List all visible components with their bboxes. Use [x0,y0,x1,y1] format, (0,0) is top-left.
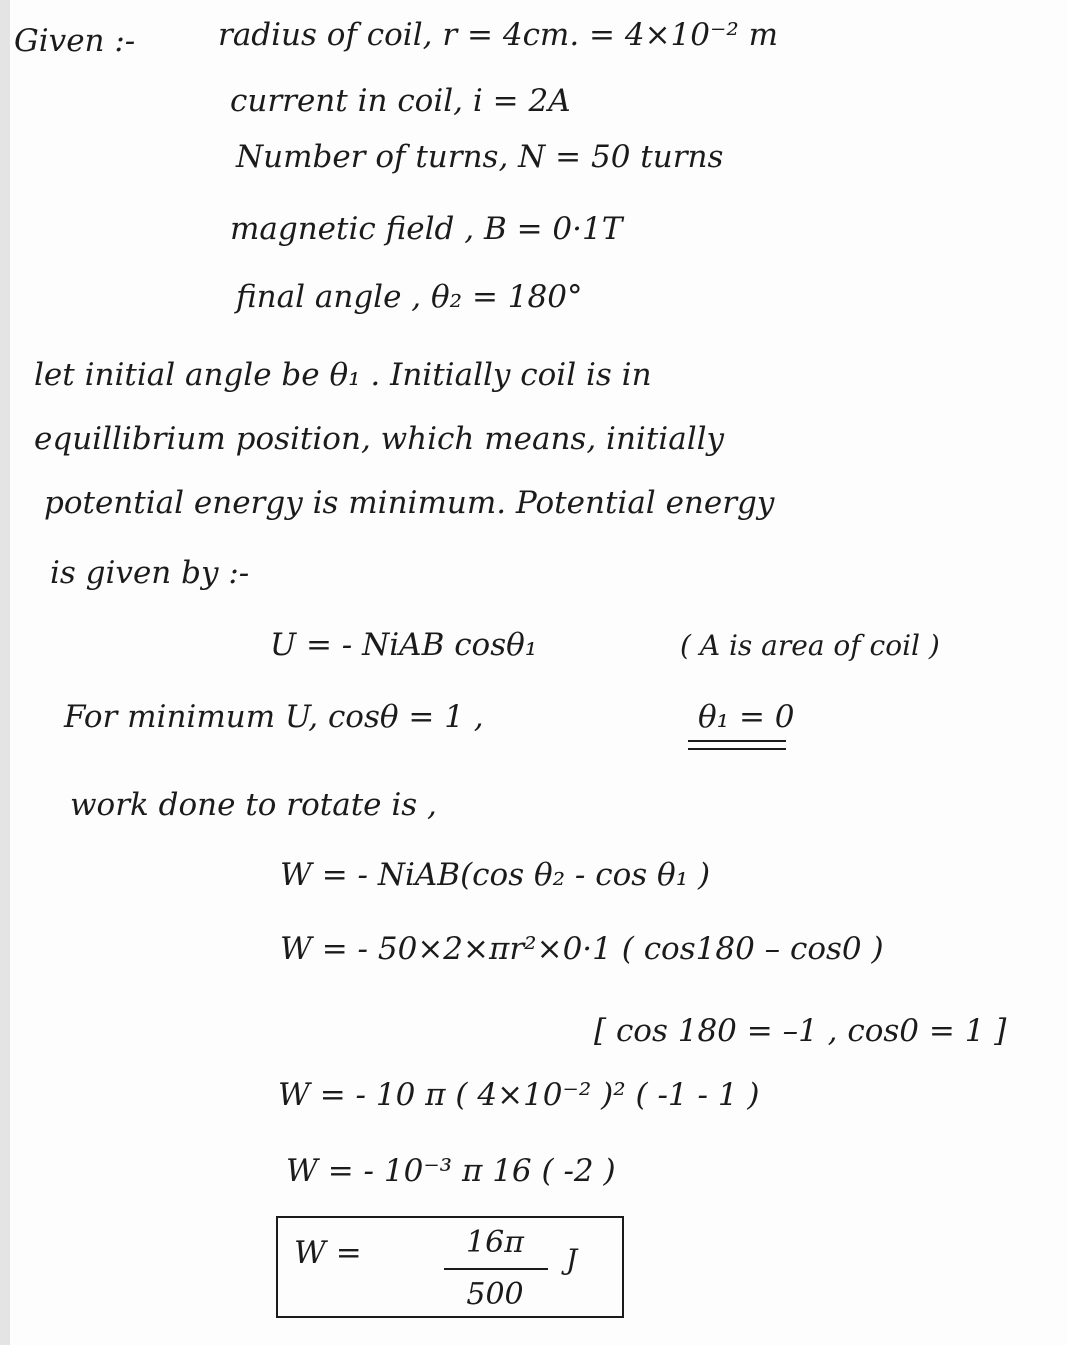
minimum-condition: For minimum U, cosθ = 1 , [64,699,484,735]
final-answer-unit: J [566,1243,578,1276]
explanation-line-1: let initial angle be θ₁ . Initially coil is in [34,357,652,393]
theta1-result: θ₁ = 0 [698,699,795,735]
explanation-line-3: potential energy is minimum. Potential energy [44,485,775,521]
explanation-line-2: equillibrium position, which means, initially [34,421,725,457]
work-intro: work done to rotate is , [70,787,437,823]
given-field: magnetic field , B = 0·1T [230,211,623,247]
theta1-double-underline [688,740,786,750]
final-answer-denominator: 500 [466,1277,524,1312]
work-step-2: W = - 10⁻³ π 16 ( -2 ) [286,1153,616,1189]
work-substitution: W = - 50×2×πr²×0·1 ( cos180 – cos0 ) [280,931,884,967]
work-step-1: W = - 10 π ( 4×10⁻² )² ( -1 - 1 ) [278,1077,760,1113]
given-radius: radius of coil, r = 4cm. = 4×10⁻² m [218,17,779,53]
page-edge-strip [0,0,10,1345]
explanation-line-4: is given by :- [50,555,250,591]
area-note: ( A is area of coil ) [680,629,940,662]
given-label: Given :- [14,23,136,59]
work-formula: W = - NiAB(cos θ₂ - cos θ₁ ) [280,857,711,893]
potential-energy-equation: U = - NiAB cosθ₁ [270,627,538,663]
given-final-angle: final angle , θ₂ = 180° [236,279,583,315]
given-turns: Number of turns, N = 50 turns [236,139,724,175]
given-current: current in coil, i = 2A [230,83,571,119]
final-answer-lhs: W = [294,1235,362,1271]
cos-values-note: [ cos 180 = –1 , cos0 = 1 ] [594,1013,1007,1049]
final-answer-fraction-bar [444,1268,548,1270]
final-answer-numerator: 16π [466,1225,524,1260]
